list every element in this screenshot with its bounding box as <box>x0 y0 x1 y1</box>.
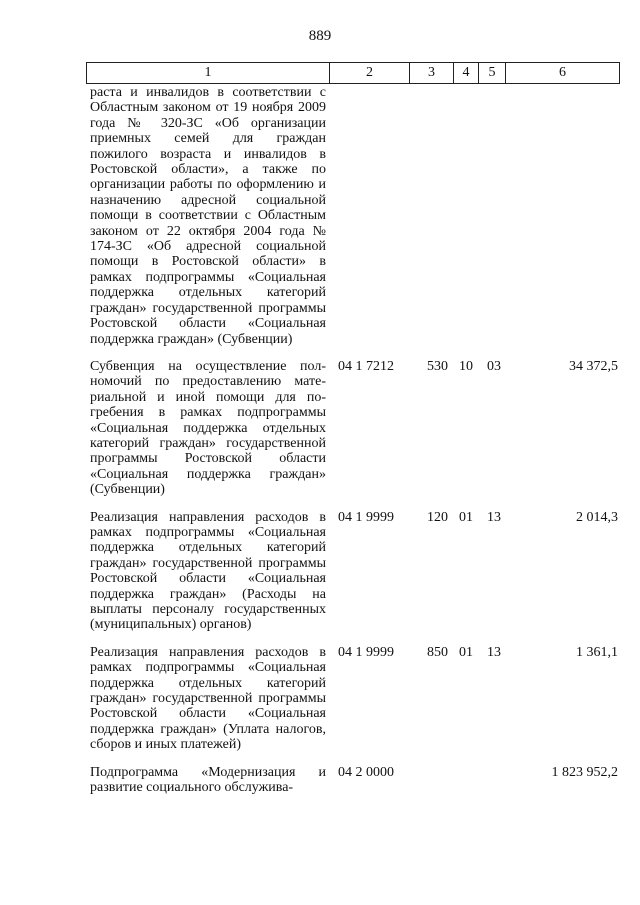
row-target-code: 04 1 7212 <box>338 358 394 374</box>
table-row <box>86 510 618 633</box>
row-amount: 34 372,5 <box>569 358 618 374</box>
header-col-6: 6 <box>506 63 620 84</box>
row-subsection: 03 <box>487 358 501 374</box>
row-amount: 2 014,3 <box>576 509 618 525</box>
row-subsection: 13 <box>487 509 501 525</box>
row-description: Реализация направления расходов в рамках подпрограммы «Социальная поддержка отдельных категорий граждан» государственной программы Ростовской области «Социальная поддержка граждан» (Расходы на выплаты персоналу государственных (муниципальных) органов) <box>90 509 326 633</box>
row-target-code: 04 1 9999 <box>338 509 394 525</box>
table-body <box>86 85 618 807</box>
row-subsection: 13 <box>487 644 501 660</box>
header-col-3: 3 <box>410 63 454 84</box>
page-number: 889 <box>308 28 332 44</box>
row-target-code: 04 1 9999 <box>338 644 394 660</box>
column-header-table <box>86 62 620 84</box>
header-col-2: 2 <box>330 63 410 84</box>
header-col-5: 5 <box>479 63 506 84</box>
row-amount: 1 361,1 <box>576 644 618 660</box>
row-description: Субвенция на осуществление полномочий по предоставлению материальной и иной помощи для погребения в рамках подпрограммы «Социальная поддержка отдельных категорий граждан» государственной программы Ростовской области «Социальная поддержка граждан» (Субвенции) <box>90 358 326 498</box>
row-expense-type: 850 <box>427 644 448 660</box>
row-description: раста и инвалидов в соответствии с Областным законом от 19 ноября 2009 года № 320-ЗС «Об организации приемных семей для граждан пожилого возраста и инвалидов в Ростовской области», а также по организации работы по оформлению и назначению адресной социальной помощи в соответствии с Областным законом от 22 октября 2004 года № 174-ЗС «Об адресной социальной помощи в Ростовской области» в рамках подпрограммы «Социальная поддержка отдельных категорий граждан» государственной программы Ростовской области «Социальная поддержка граждан» (Субвенции) <box>90 85 326 347</box>
header-col-4: 4 <box>454 63 479 84</box>
table-row <box>86 85 618 347</box>
row-section: 01 <box>459 644 473 660</box>
row-description: Подпрограмма «Модернизация и развитие социального обслужива- <box>90 764 326 796</box>
row-section: 10 <box>459 358 473 374</box>
row-amount: 1 823 952,2 <box>551 764 618 780</box>
row-target-code: 04 2 0000 <box>338 764 394 780</box>
row-expense-type: 530 <box>427 358 448 374</box>
table-row <box>86 359 618 498</box>
row-description: Реализация направления расходов в рамках подпрограммы «Социальная поддержка отдельных категорий граждан» государственной программы Ростовской области «Социальная поддержка граждан» (Уплата налогов, сборов и иных платежей) <box>90 644 326 753</box>
table-row <box>86 765 618 796</box>
row-expense-type: 120 <box>427 509 448 525</box>
header-col-1: 1 <box>87 63 330 84</box>
table-row <box>86 645 618 753</box>
row-section: 01 <box>459 509 473 525</box>
